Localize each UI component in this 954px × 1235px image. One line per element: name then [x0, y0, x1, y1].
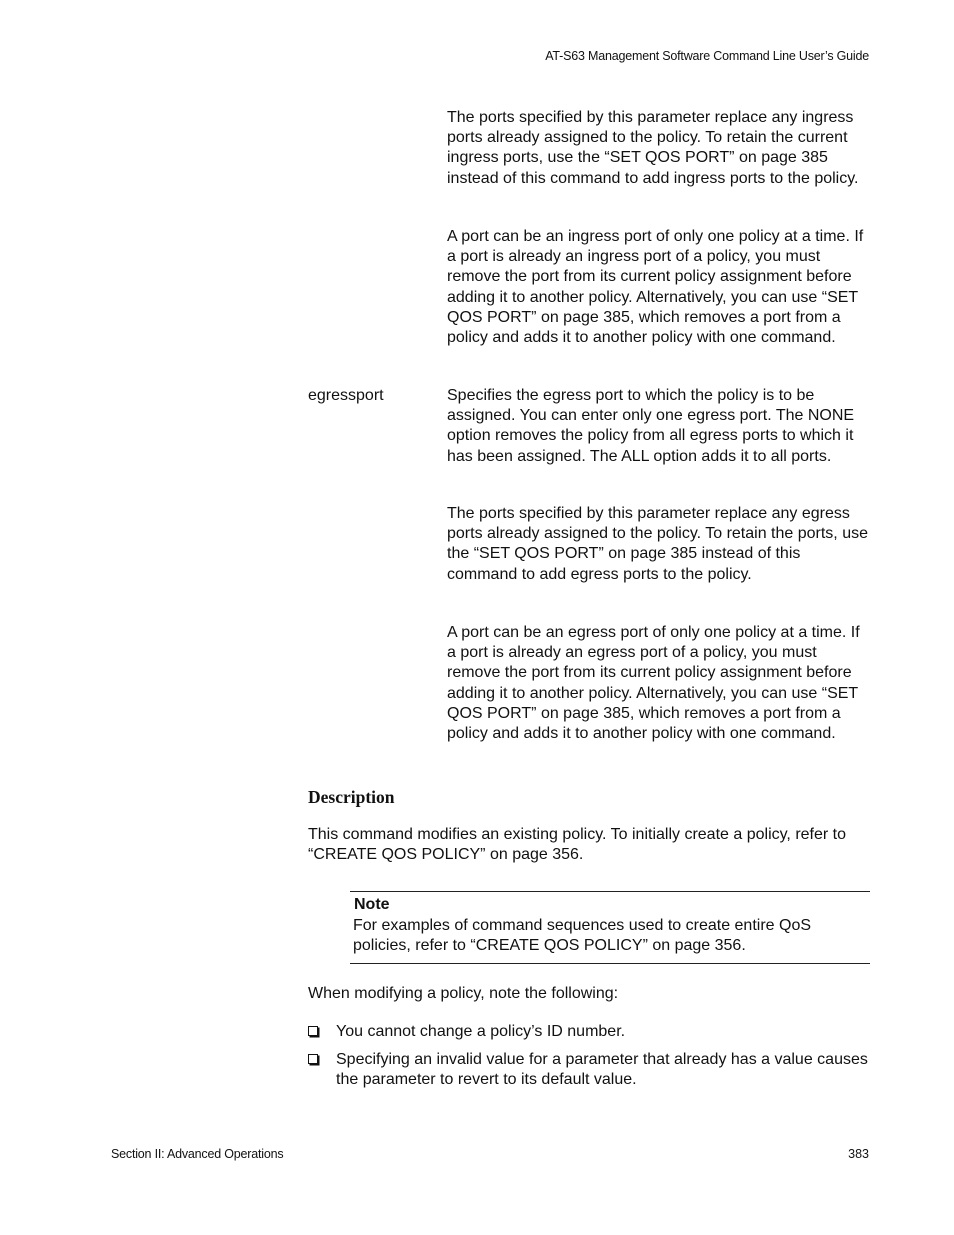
- footer-section: Section II: Advanced Operations: [111, 1147, 284, 1161]
- note-title: Note: [354, 896, 390, 913]
- checkbox-bullet-icon: [308, 1054, 318, 1064]
- running-header: AT-S63 Management Software Command Line User’s Guide: [545, 49, 869, 63]
- note-text: For examples of command sequences used to create entire QoS policies, refer to “CREATE QOS POLICY” on page 356.: [353, 917, 812, 955]
- modifying-intro: When modifying a policy, note the following:: [308, 985, 619, 1002]
- egressport-paragraph-2: The ports specified by this parameter replace any egress ports already assigned to the policy. To retain the ports, use the “SET QOS PORT” on page 385 instead of this command to add egress ports to the policy.: [447, 505, 868, 583]
- parameter-name: egressport: [308, 387, 384, 404]
- checkbox-bullet-icon: [308, 1026, 318, 1036]
- ingress-paragraph-2: A port can be an ingress port of only one policy at a time. If a port is already an ingress port of a policy, you must remove the port from its current policy assignment before adding it to another policy. Alternatively, you can use “SET QOS PORT” on page 385, which removes a port from a policy and adds it to another policy with one command.: [447, 228, 864, 347]
- list-item-text: Specifying an invalid value for a parameter that already has a value causes the parameter to revert to its default value.: [336, 1051, 868, 1089]
- page-number: 383: [848, 1147, 869, 1161]
- egressport-paragraph-3: A port can be an egress port of only one policy at a time. If a port is already an egress port of a policy, you must remove the port from its current policy assignment before adding it to another policy. Alternatively, you can use “SET QOS PORT” on page 385, which removes a port from a policy and adds it to another policy with one command.: [447, 624, 860, 743]
- note-box: [350, 891, 870, 964]
- egressport-paragraph-1: Specifies the egress port to which the policy is to be assigned. You can enter only one egress port. The NONE option removes the policy from all egress ports to which it has been assigned. The ALL option adds it to all ports.: [447, 387, 855, 465]
- list-item-text: You cannot change a policy’s ID number.: [336, 1023, 626, 1040]
- description-heading: Description: [308, 787, 395, 807]
- description-text: This command modifies an existing policy. To initially create a policy, refer to “CREATE QOS POLICY” on page 356.: [308, 826, 847, 864]
- ingress-paragraph-1: The ports specified by this parameter replace any ingress ports already assigned to the policy. To retain the current ingress ports, use the “SET QOS PORT” on page 385 instead of this command to add ingress ports to the policy.: [447, 109, 859, 187]
